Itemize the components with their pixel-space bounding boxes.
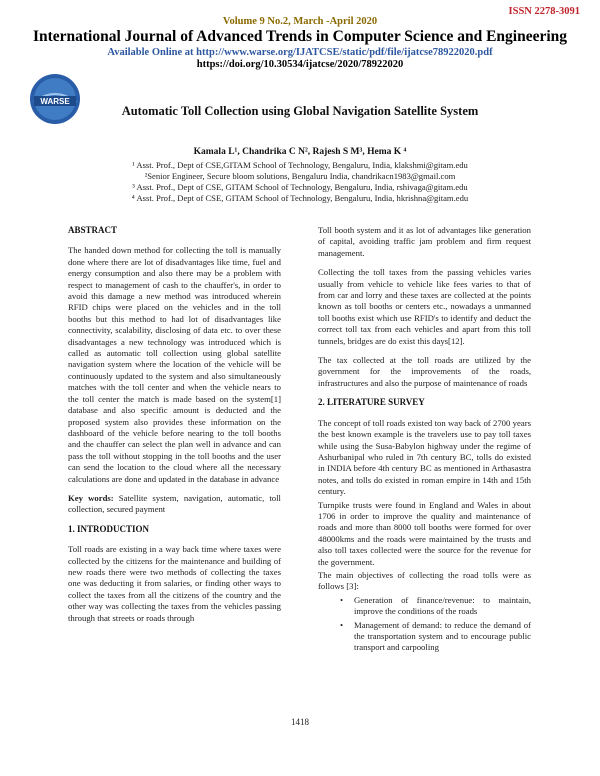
introduction-text: Toll roads are existing in a way back time where taxes were collected by the citizens for the maintenance and building of new roads there were two methods of collecting the taxes one was deducting it from salaries, or finding other ways to collect the taxes from all the citizens of the country and the other way was collecting the taxes from the vehicles passing through that streets or roads through [68, 544, 281, 623]
right-paragraph-3: The tax collected at the toll roads are utilized by the government for the improvements of the roads, infrastructures and also the purpose of maintenance of roads [318, 355, 531, 388]
literature-survey-heading: 2. LITERATURE SURVEY [318, 397, 425, 408]
logo-text: WARSE [40, 97, 70, 106]
right-paragraph-1: Toll booth system and it as lot of advantages like generation of capital, avoiding traffic jam problem and firm request management. [318, 225, 531, 258]
objectives-list [318, 595, 531, 654]
right-paragraph-2: Collecting the toll taxes from the passing vehicles varies usually from vehicle to vehicle like fees varies to that of from car and lorry and these taxes are collected at the points known as toll booths or centers etc., nowadays a unmanned toll booths exist which use RFID's to identify and deduct the correct toll tax from each vehicles and apart from this toll tunnels, bridges are do exist this days[12]. [318, 267, 531, 346]
affiliation-1: ¹ Asst. Prof., Dept of CSE,GITAM School of Technology, Bengaluru, India, klakshmi@gitam.edu [132, 160, 468, 170]
keywords [68, 493, 281, 516]
bullet-icon: • [340, 594, 344, 605]
keywords-text: Satellite system, navigation, automatic, toll collection, secured payment [68, 492, 281, 515]
affiliation-2: ²Senior Engineer, Secure bloom solutions, Bengaluru India, chandrikacn1983@gmail.com [144, 171, 456, 181]
doi-link[interactable]: https://doi.org/10.30534/ijatcse/2020/78922020 [196, 59, 404, 70]
right-column [318, 225, 531, 656]
list-item [318, 595, 531, 618]
volume-line: Volume 9 No.2, March -April 2020 [222, 16, 378, 27]
page-number: 1418 [291, 717, 309, 727]
keywords-label: Key words: [68, 492, 114, 503]
list-item-text: Generation of finance/revenue: to maintain, improve the conditions of the roads [354, 594, 531, 617]
introduction-heading: 1. INTRODUCTION [68, 523, 150, 534]
paper-title: Automatic Toll Collection using Global Navigation Satellite System [121, 104, 479, 118]
author-list: Kamala L¹, Chandrika C N², Rajesh S M³, Hema K ⁴ [193, 147, 407, 157]
issn-label: ISSN 2278-3091 [508, 6, 580, 17]
abstract-heading: ABSTRACT [68, 225, 118, 235]
available-online-link[interactable]: Available Online at http://www.warse.org/IJATCSE/static/pdf/file/ijatcse78922020.pdf [107, 47, 493, 58]
journal-title: International Journal of Advanced Trends in Computer Science and Engineering [32, 28, 568, 45]
literature-paragraph-3: The main objectives of collecting the road tolls were as follows [3]: [318, 569, 531, 592]
list-item-text: Management of demand: to reduce the demand of the transportation system and to encourage public transport and carpooling [354, 619, 531, 653]
left-column [68, 225, 281, 632]
abstract-text: The handed down method for collecting the toll is manually done where there are lot of disadvantages like time, fuel and energy consumption and also there may be a problem with respect to management of cash to the chauffer's, in order to avoid this damage a new method was introduced wherein RFID chips were placed on the vehicles and in the toll booths but this method to had lot of disadvantages like connectivity, scalability, disclosing of data etc. to over these disadvantages a new technology was introduced which is called as automatic toll collection using global satellite navigation system where the location of the vehicle will be continuously updated to the system and also simultaneously matches with the toll center and when the vehicle nears to the toll center the match is made based on the system[1] database and also specific amount is deducted and the proposed system also provides these information on the dashboard of the vehicle before nearing to the toll booths and the chauffer can select the plan well in advance and can pass the toll without stopping in the toll booths and the user can send the location to the cloud where all the necessary calculations are done and updated in the database in advance [68, 245, 281, 484]
bullet-icon: • [340, 619, 344, 630]
literature-paragraph-2: Turnpike trusts were found in England and Wales in about 1706 in order to improve the quality and maintenance of roads and more than 8000 toll booths were formed for over 48000kms and the roads were maintained by the trusts and also toll taxes collected were the source for the revenue for the government. [318, 499, 531, 567]
literature-paragraph-1: The concept of toll roads existed ton way back of 2700 years the best known example is the travelers use to pay toll taxes while using the Susa-Babylon highway under the regime of Ashurbanipal who ruled in 7th century BC, tolls do existed in INDIA before 4th century BC as mentioned in Arthasastra notes, and tolls do existed in roman empire in 14th and 15th century. [318, 417, 531, 497]
affiliation-4: ⁴ Asst. Prof., Dept of CSE, GITAM School of Technology, Bengaluru, India, hkrishna@gitam.edu [131, 193, 469, 203]
list-item [318, 620, 531, 654]
affiliation-3: ³ Asst. Prof., Dept of CSE, GITAM School of Technology, Bengaluru, India, rshivaga@gitam.edu [132, 182, 468, 192]
